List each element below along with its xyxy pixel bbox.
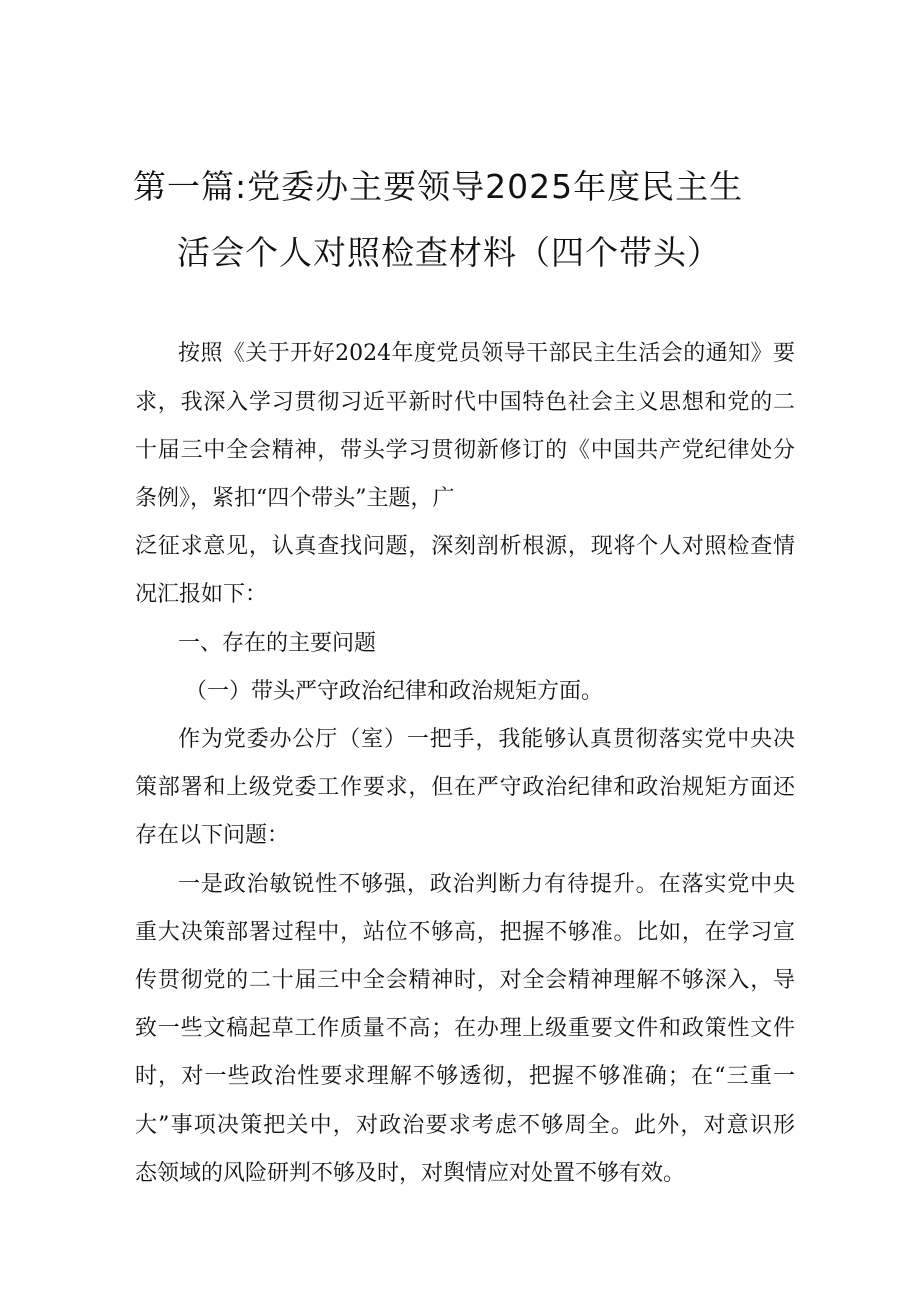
intro-line: 条例》，紧扣“四个带头”主题，广 xyxy=(135,486,455,511)
intro-line: 况汇报如下： xyxy=(135,582,268,607)
paragraph-line: 策部署和上级党委工作要求，但在严守政治纪律和政治规矩方面还 xyxy=(135,775,795,800)
section-subheading: （一）带头严守政治纪律和政治规矩方面。 xyxy=(185,679,604,704)
intro-line: 求，我深入学习贯彻习近平新时代中国特色社会主义思想和党的二 xyxy=(135,390,795,415)
paragraph-line: 一是政治敏锐性不够强，政治判断力有待提升。在落实党中央 xyxy=(178,872,795,897)
paragraph-line: 传贯彻党的二十届三中全会精神时，对全会精神理解不够深入，导 xyxy=(135,968,795,993)
intro-line: 泛征求意见，认真查找问题，深刻剖析根源，现将个人对照检查情 xyxy=(135,534,795,559)
document-title-line-2: 活会个人对照检查材料（四个带头） xyxy=(177,233,721,272)
paragraph-line: 致一些文稿起草工作质量不高；在办理上级重要文件和政策性文件 xyxy=(135,1016,795,1041)
intro-line: 按照《关于开好2024年度党员领导干部民主生活会的通知》要 xyxy=(178,341,795,366)
section-heading: 一、存在的主要问题 xyxy=(178,631,377,656)
paragraph-line: 大”事项决策把关中，对政治要求考虑不够周全。此外，对意识形 xyxy=(135,1113,795,1138)
document-title-line-1: 第一篇:党委办主要领导2025年度民主生 xyxy=(133,167,744,206)
intro-line: 十届三中全会精神，带头学习贯彻新修订的《中国共产党纪律处分 xyxy=(135,438,795,463)
paragraph-line: 存在以下问题： xyxy=(135,823,290,848)
paragraph-line: 时，对一些政治性要求理解不够透彻，把握不够准确；在“三重一 xyxy=(135,1064,795,1089)
paragraph-line: 作为党委办公厅（室）一把手，我能够认真贯彻落实党中央决 xyxy=(178,727,795,752)
paragraph-line: 重大决策部署过程中，站位不够高，把握不够准。比如，在学习宣 xyxy=(135,920,795,945)
paragraph-line: 态领域的风险研判不够及时，对舆情应对处置不够有效。 xyxy=(135,1161,686,1186)
